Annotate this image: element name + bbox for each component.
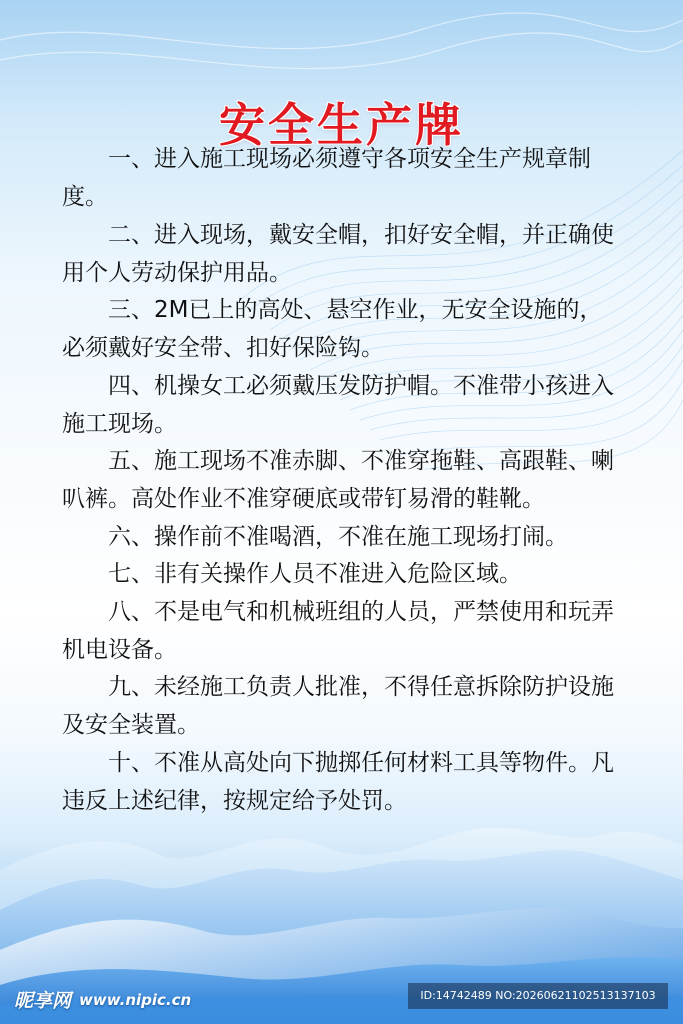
rule-item-10: 十、不准从高处向下抛掷任何材料工具等物件。凡违反上述纪律，按规定给予处罚。: [62, 749, 614, 814]
rule-item-7: 七、非有关操作人员不准进入危险区域。: [108, 561, 522, 587]
watermark-logo: 昵享网: [14, 990, 72, 1012]
watermark-url: www.nipic.cn: [79, 990, 192, 1009]
rule-item-4: 四、机操女工必须戴压发防护帽。不准带小孩进入施工现场。: [62, 372, 614, 437]
poster-title: 安全生产牌: [219, 97, 464, 152]
image-id-bar: ID:14742489 NO:20260621102513137103: [408, 983, 668, 1009]
rule-item-9: 九、未经施工负责人批准，不得任意拆除防护设施及安全装置。: [62, 674, 614, 738]
rule-item-5: 五、施工现场不准赤脚、不准穿拖鞋、高跟鞋、喇叭裤。高处作业不准穿硬底或带钉易滑的鞋靴。: [62, 448, 614, 512]
rule-item-3: 三、2M已上的高处、悬空作业，无安全设施的，必须戴好安全带、扣好保险钩。: [62, 297, 603, 361]
rule-item-8: 八、不是电气和机械班组的人员，严禁使用和玩弄机电设备。: [62, 598, 614, 663]
site-watermark: [14, 986, 191, 1013]
rule-item-6: 六、操作前不准喝酒，不准在施工现场打闹。: [108, 523, 568, 550]
rule-item-2: 二、进入现场，戴安全帽，扣好安全帽，并正确使用个人劳动保护用品。: [62, 221, 614, 286]
safety-rules-list: [62, 140, 622, 819]
rule-item-1: 一、进入施工现场必须遵守各项安全生产规章制度。: [62, 146, 591, 210]
